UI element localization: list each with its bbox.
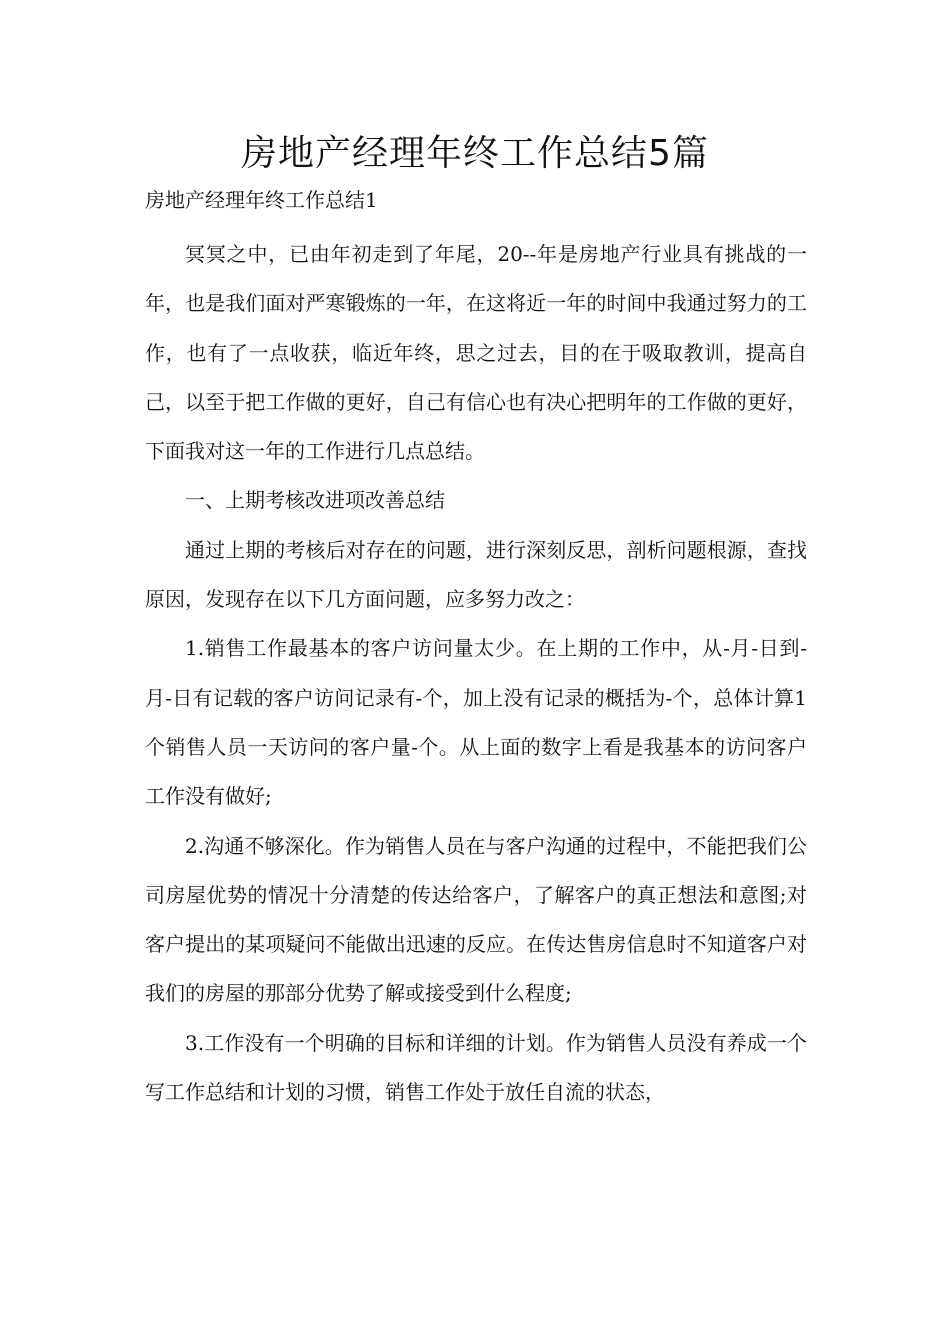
document-body [145,230,807,1117]
section-subtitle: 房地产经理年终工作总结1 [145,188,378,212]
document-title: 房地产经理年终工作总结5篇 [241,133,709,174]
paragraph-item-2: 2.沟通不够深化。作为销售人员在与客户沟通的过程中，不能把我们公司房屋优势的情况十分清楚的传达给客户，了解客户的真正想法和意图;对客户提出的某项疑问不能做出迅速的反应。在传达售房信息时不知道客户对我们的房屋的那部分优势了解或接受到什么程度; [145,833,807,1006]
paragraph-intro: 冥冥之中，已由年初走到了年尾，20--年是房地产行业具有挑战的一年，也是我们面对严寒锻炼的一年，在这将近一年的时间中我通过努力的工作，也有了一点收获，临近年终，思之过去，目的在于吸取教训，提高自己，以至于把工作做的更好，自己有信心也有决心把明年的工作做的更好，下面我对这一年的工作进行几点总结。 [145,242,807,464]
section-heading: 一、上期考核改进项改善总结 [185,488,445,513]
paragraph-item-1: 1.销售工作最基本的客户访问量太少。在上期的工作中，从-月-日到-月-日有记载的客户访问记录有-个，加上没有记录的概括为-个，总体计算1个销售人员一天访问的客户量-个。从上面的数字上看是我基本的访问客户工作没有做好; [145,636,807,809]
paragraph-review: 通过上期的考核后对存在的问题，进行深刻反思，剖析问题根源，查找原因，发现存在以下几方面问题，应多努力改之： [145,537,807,612]
paragraph-item-3: 3.工作没有一个明确的目标和详细的计划。作为销售人员没有养成一个写工作总结和计划的习惯，销售工作处于放任自流的状态， [145,1030,807,1105]
